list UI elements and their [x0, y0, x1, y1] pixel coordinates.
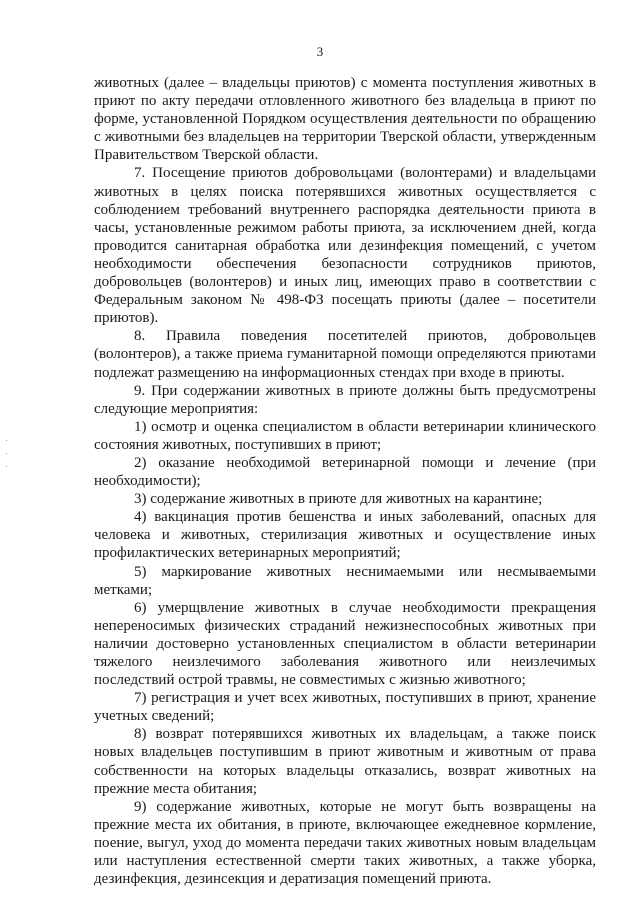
list-item-7: 7) регистрация и учет всех животных, поступивших в приют, хранение учетных сведений; — [94, 690, 596, 725]
paragraph-item-7: 7. Посещение приютов добровольцами (волонтерами) и владельцами животных в целях поиска потерявшихся животных осуществляется с соблюдением требований внутреннего распорядка деятельности приюта в часы, установленные режимом работы приюта, за исключением дней, когда проводится санитарная обработка или дезинфекция помещений, с учетом необходимости обеспечения безопасности сотрудников приютов, добровольцев (волонтеров) и иных лиц, имеющих право в соответствии с Федеральным законом № 498-ФЗ посещать приюты (далее – посетители приютов). — [94, 165, 596, 327]
list-item-9: 9) содержание животных, которые не могут быть возвращены на прежние места их обитания, в приюте, включающее ежедневное кормление, поение, выгул, уход до момента передачи таких животных новым владельцам или наступления естественной смерти таких животных, а также уборка, дезинфекция, дезинсекция и дератизация помещений приюта. — [94, 798, 596, 888]
list-item-6: 6) умерщвление животных в случае необходимости прекращения непереносимых физических страданий нежизнеспособных животных при наличии достоверно установленных специалистом в области ветеринарии тяжелого неизлечимого заболевания животного или неизлечимых последствий острой травмы, не совместимых с жизнью животного; — [94, 599, 596, 689]
paragraph-item-9: 9. При содержании животных в приюте должны быть предусмотрены следующие мероприятия: — [94, 382, 596, 417]
document-body — [94, 74, 596, 888]
page-number: 3 — [316, 44, 324, 59]
list-item-2: 2) оказание необходимой ветеринарной помощи и лечение (при необходимости); — [94, 454, 596, 490]
list-item-1: 1) осмотр и оценка специалистом в области ветеринарии клинического состояния животных, поступивших в приют; — [94, 418, 596, 453]
list-item-8: 8) возврат потерявшихся животных их владельцам, а также поиск новых владельцев поступившим в приют животным и животным от права собственности на которых владельцы отказались, возврат животных на прежние места обитания; — [94, 726, 596, 797]
margin-scan-marks — [6, 440, 8, 480]
list-item-4: 4) вакцинация против бешенства и иных заболеваний, опасных для человека и животных, стерилизация животных и осуществление иных профилактических ветеринарных мероприятий; — [94, 509, 596, 562]
paragraph-item-8: 8. Правила поведения посетителей приютов, добровольцев (волонтеров), а также приема гуманитарной помощи определяются приютами подлежат размещению на информационных стендах при входе в приюты. — [94, 328, 596, 381]
list-item-5: 5) маркирование животных неснимаемыми или несмываемыми метками; — [94, 563, 596, 598]
list-item-3: 3) содержание животных в приюте для животных на карантине; — [134, 491, 543, 508]
paragraph-continuation: животных (далее – владельцы приютов) с момента поступления животных в приют по акту передачи отловленного животного без владельца в приют по форме, установленной Порядком осуществления деятельности по обращению с животными без владельцев на территории Тверской области, утвержденным Правительством Тверской области. — [94, 75, 596, 164]
